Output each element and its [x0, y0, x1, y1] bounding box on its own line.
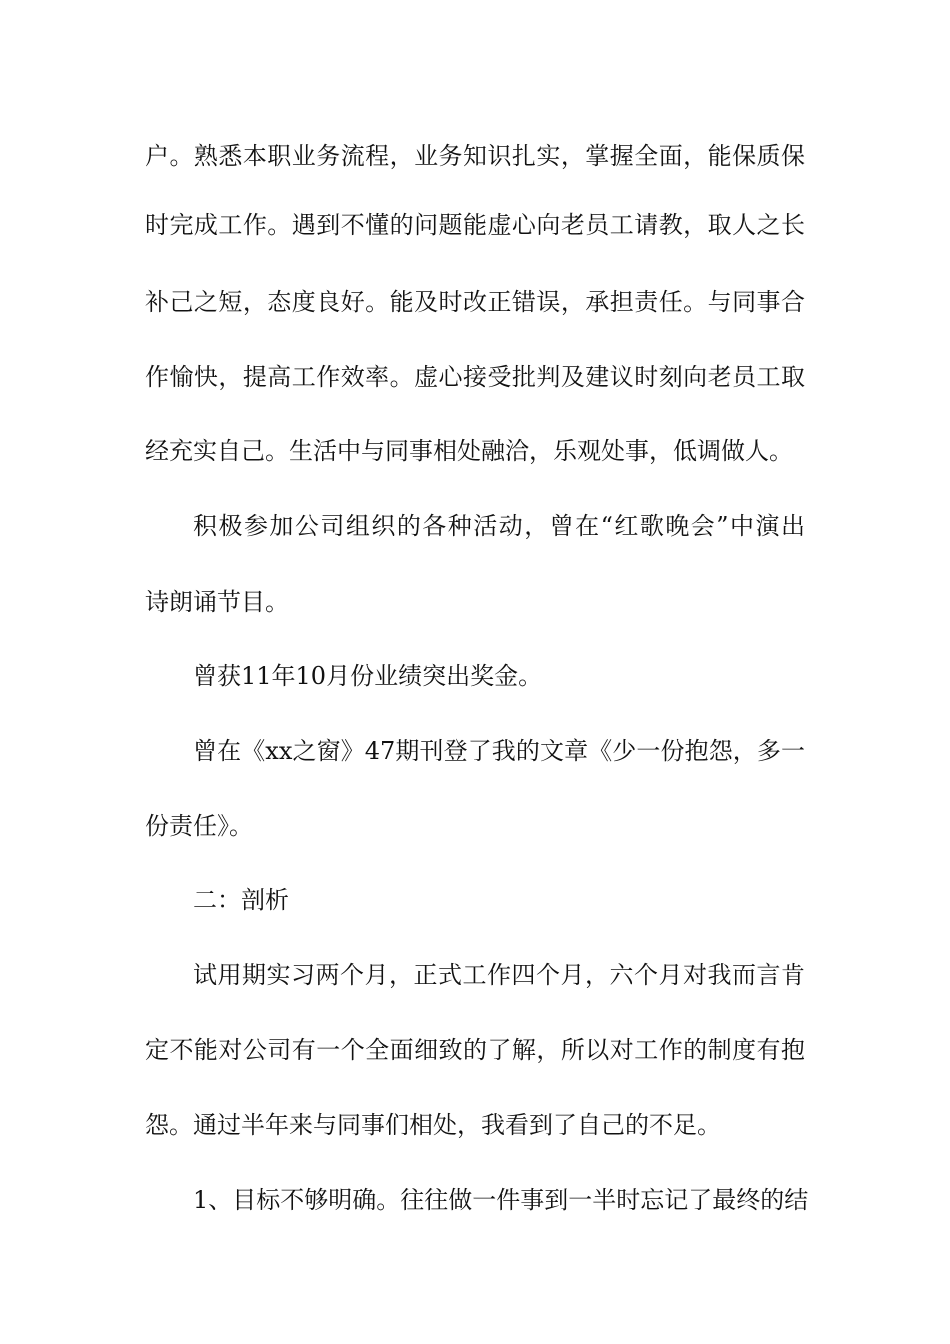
- list-item-line: 1、目标不够明确。往往做一件事到一半时忘记了最终的结: [193, 1186, 809, 1214]
- text-line: 时完成工作。遇到不懂的问题能虚心向老员工请教，取人之长: [145, 211, 805, 239]
- section-heading: 二：剖析: [193, 886, 289, 914]
- text-line: 诗朗诵节目。: [145, 588, 289, 616]
- paragraph-first-line: 曾在《xx之窗》47期刊登了我的文章《少一份抱怨，多一: [193, 737, 805, 765]
- paragraph-first-line: 试用期实习两个月，正式工作四个月，六个月对我而言肯: [193, 961, 805, 989]
- paragraph-first-line: 曾获11年10月份业绩突出奖金。: [193, 662, 543, 690]
- text-line: 补己之短，态度良好。能及时改正错误，承担责任。与同事合: [145, 288, 805, 316]
- paragraph-first-line: 积极参加公司组织的各种活动，曾在“红歌晚会”中演出: [193, 512, 805, 540]
- text-line: 定不能对公司有一个全面细致的了解，所以对工作的制度有抱: [145, 1036, 805, 1064]
- text-line: 份责任》。: [145, 812, 253, 840]
- text-line: 怨。通过半年来与同事们相处，我看到了自己的不足。: [145, 1111, 721, 1139]
- text-line: 户。熟悉本职业务流程，业务知识扎实，掌握全面，能保质保: [145, 142, 805, 170]
- text-line: 作愉快，提高工作效率。虚心接受批判及建议时刻向老员工取: [145, 363, 805, 391]
- text-line: 经充实自己。生活中与同事相处融洽，乐观处事，低调做人。: [145, 437, 793, 465]
